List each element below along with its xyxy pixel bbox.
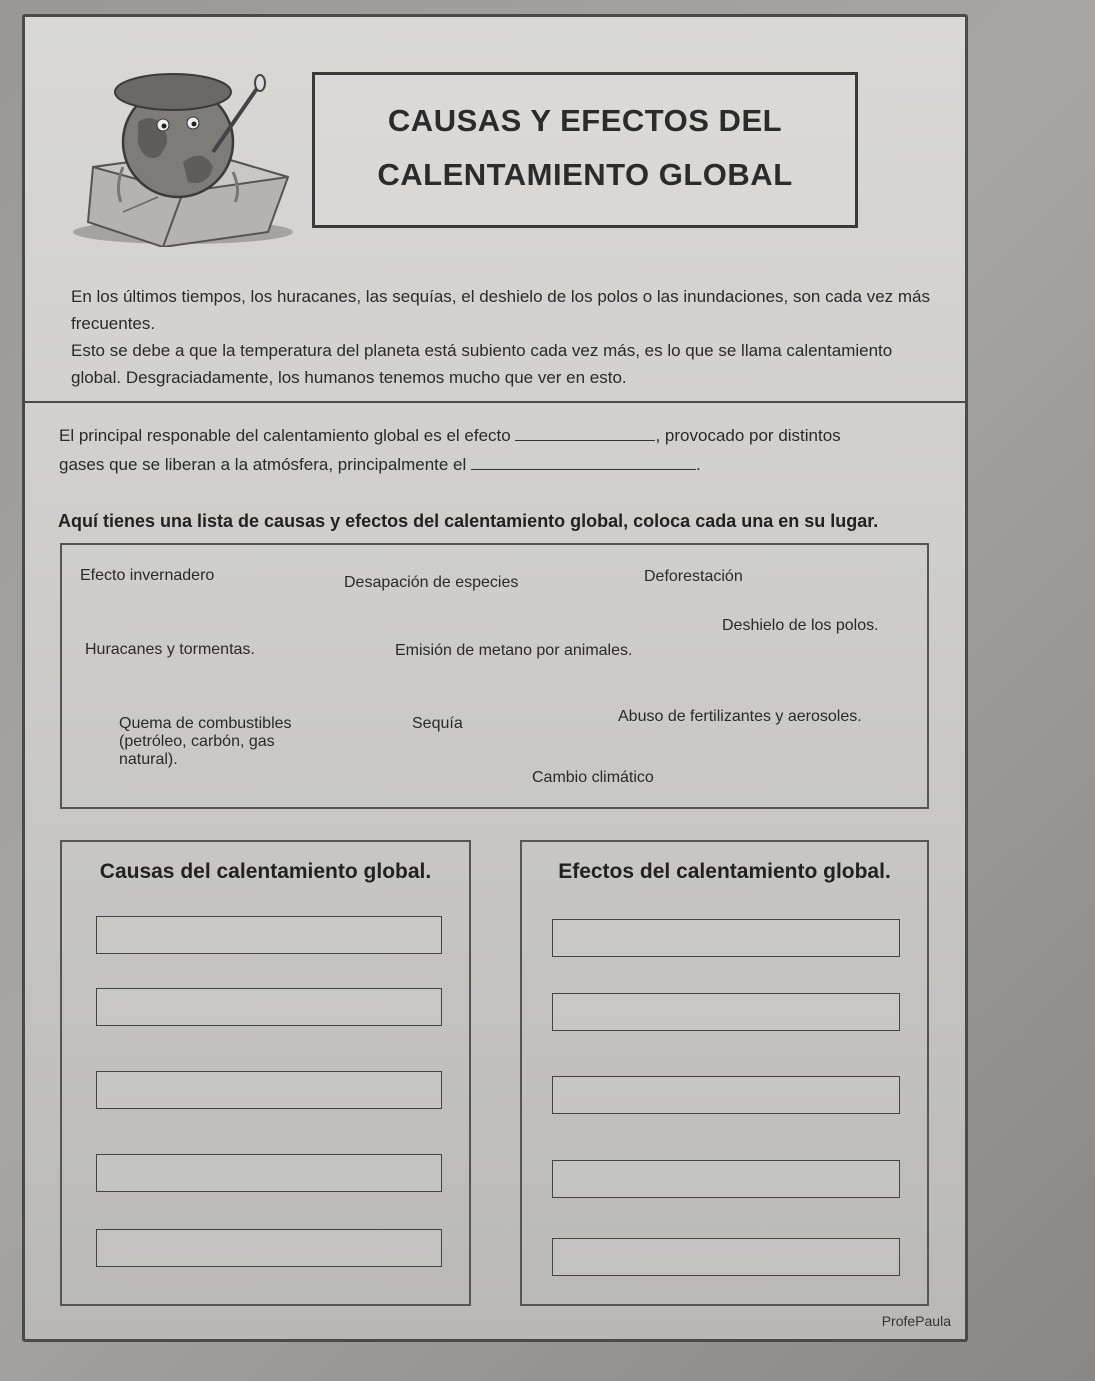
effect-answer-box-2[interactable]	[552, 993, 900, 1031]
effect-answer-box-5[interactable]	[552, 1238, 900, 1276]
fill-text-3: gases que se liberan a la atmósfera, principalmente el	[59, 455, 467, 474]
word-emision-metano[interactable]: Emisión de metano por animales.	[395, 642, 633, 659]
cause-answer-box-5[interactable]	[96, 1229, 442, 1267]
word-efecto-invernadero[interactable]: Efecto invernadero	[80, 567, 215, 584]
effects-title: Efectos del calentamiento global.	[558, 860, 891, 883]
word-sequia[interactable]: Sequía	[412, 715, 463, 732]
intro-sentence-2: Esto se debe a que la temperatura del planeta está subiento cada vez más, es lo que se llama calentamiento global. Desgraciadamente, los humanos tenemos mucho que ver en esto.	[71, 341, 893, 387]
instruction: Aquí tienes una lista de causas y efectos del calentamiento global, coloca cada una en su lugar.	[58, 511, 879, 531]
blank-gas[interactable]	[471, 469, 696, 470]
cause-answer-box-1[interactable]	[96, 916, 442, 954]
fill-text-1: El principal responable del calentamiento global es el efecto	[59, 426, 511, 445]
melting-globe-icon	[53, 47, 303, 247]
quema-line-3: natural).	[119, 751, 178, 768]
blank-efecto[interactable]	[515, 440, 655, 441]
title-line-2: CALENTAMIENTO GLOBAL	[377, 157, 793, 192]
title-box	[312, 72, 858, 228]
word-cambio-climatico[interactable]: Cambio climático	[532, 769, 654, 786]
quema-line-1: Quema de combustibles	[119, 715, 292, 732]
title-line-1: CAUSAS Y EFECTOS DEL	[387, 103, 783, 138]
cause-answer-box-3[interactable]	[96, 1071, 442, 1109]
quema-line-2: (petróleo, carbón, gas	[119, 733, 275, 750]
cause-answer-box-4[interactable]	[96, 1154, 442, 1192]
causes-column	[60, 840, 471, 1306]
intro-paragraph	[71, 283, 941, 391]
word-quema-combustibles[interactable]	[119, 715, 292, 769]
word-huracanes[interactable]: Huracanes y tormentas.	[85, 641, 255, 658]
effect-answer-box-3[interactable]	[552, 1076, 900, 1114]
word-deforestacion[interactable]: Deforestación	[644, 568, 743, 585]
cause-answer-box-2[interactable]	[96, 988, 442, 1026]
intro-sentence-1: En los últimos tiempos, los huracanes, las sequías, el deshielo de los polos o las inundaciones, son cada vez más frecuentes.	[71, 287, 930, 333]
author-credit: ProfePaula	[881, 1313, 951, 1329]
effects-column	[520, 840, 929, 1306]
section-divider	[25, 401, 965, 403]
fill-text-2: , provocado por distintos	[655, 426, 841, 445]
fill-text-4: .	[696, 455, 701, 474]
word-bank	[60, 543, 929, 809]
worksheet-page	[22, 14, 968, 1342]
causes-title: Causas del calentamiento global.	[99, 860, 432, 883]
effect-answer-box-4[interactable]	[552, 1160, 900, 1198]
effect-answer-box-1[interactable]	[552, 919, 900, 957]
word-deshielo-polos[interactable]: Deshielo de los polos.	[722, 617, 879, 634]
fill-in-sentence	[59, 421, 949, 479]
word-abuso-fertilizantes[interactable]: Abuso de fertilizantes y aerosoles.	[618, 708, 862, 725]
word-desaparicion-especies[interactable]: Desapación de especies	[344, 574, 519, 591]
